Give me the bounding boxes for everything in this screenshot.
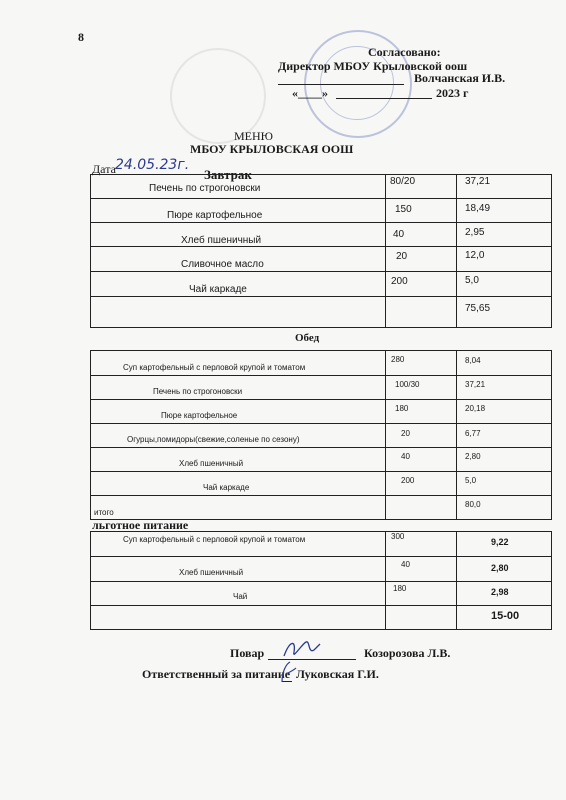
date-value: 24.05.23г. (115, 157, 190, 173)
menu-title: МЕНЮ (234, 129, 273, 143)
dish-price: 2,80 (491, 563, 509, 573)
table-row-total (91, 297, 551, 328)
approval-date-line (336, 98, 432, 99)
dish-weight: 280 (391, 355, 405, 364)
breakfast-total: 75,65 (465, 303, 491, 314)
dish-name: Пюре картофельное (161, 411, 238, 420)
dish-name: Суп картофельный с перловой крупой и томатом (123, 535, 306, 544)
dish-weight: 150 (395, 204, 412, 215)
dish-name: Огурцы,помидоры(свежие,соленые по сезону) (127, 435, 300, 444)
approval-date-day: «____» (292, 86, 328, 100)
breakfast-table (90, 174, 552, 328)
dish-price: 8,04 (465, 356, 481, 365)
dish-price: 37,21 (465, 380, 486, 389)
cook-name: Козорозова Л.В. (364, 646, 451, 660)
table-row (91, 400, 551, 424)
dish-name: Хлеб пшеничный (181, 235, 262, 246)
dish-name: Суп картофельный с перловой крупой и томатом (123, 363, 306, 372)
page-number: 8 (78, 30, 84, 44)
approval-title: Согласовано: (368, 45, 441, 59)
benefit-table (90, 531, 552, 630)
approval-year: 2023 г (436, 86, 469, 100)
dish-price: 2,98 (491, 587, 509, 597)
approval-name: Волчанская И.В. (414, 71, 506, 85)
dish-weight: 300 (391, 532, 405, 541)
dish-price: 5,0 (465, 275, 479, 286)
dish-weight: 200 (401, 476, 415, 485)
table-row (91, 376, 551, 400)
dish-name: Печень по строгоновски (149, 183, 261, 194)
dish-weight: 40 (393, 229, 405, 240)
table-row (91, 175, 551, 199)
dish-name: Сливочное масло (181, 259, 264, 270)
cook-label: Повар (230, 646, 265, 660)
table-row (91, 557, 551, 582)
responsible-label: Ответственный за питание (142, 667, 291, 681)
breakfast-title: Завтрак (204, 167, 252, 182)
lunch-total-label: итого (94, 508, 114, 517)
dish-weight: 20 (396, 251, 408, 262)
dish-price: 12,0 (465, 250, 485, 261)
table-row (91, 582, 551, 606)
dish-weight: 200 (391, 276, 408, 287)
lunch-table (90, 350, 552, 520)
dish-weight: 40 (401, 560, 410, 569)
benefit-total: 15-00 (491, 610, 520, 622)
table-row (91, 223, 551, 247)
dish-price: 6,77 (465, 429, 481, 438)
dish-name: Хлеб пшеничный (179, 568, 244, 577)
table-row-total (91, 496, 551, 520)
dish-name: Чай каркаде (189, 284, 247, 295)
table-row (91, 532, 551, 557)
dish-weight: 20 (401, 429, 410, 438)
dish-price: 2,95 (465, 227, 485, 238)
benefit-title: льготное питание (92, 518, 189, 532)
table-row (91, 424, 551, 448)
table-row (91, 448, 551, 472)
dish-price: 18,49 (465, 203, 491, 214)
table-row (91, 472, 551, 496)
dish-price: 5,0 (465, 476, 477, 485)
table-row (91, 272, 551, 297)
dish-price: 2,80 (465, 452, 481, 461)
table-row (91, 199, 551, 223)
lunch-total: 80,0 (465, 500, 481, 509)
table-row (91, 247, 551, 272)
dish-price: 9,22 (491, 537, 509, 547)
cook-signature (280, 636, 324, 662)
dish-weight: 180 (395, 404, 409, 413)
director-signature-line (278, 84, 404, 85)
approval-director: Директор МБОУ Крыловской оош (278, 59, 468, 73)
responsible-name: Луковская Г.И. (296, 667, 379, 681)
dish-name: Хлеб пшеничный (179, 459, 244, 468)
table-row-total (91, 606, 551, 630)
dish-weight: 100/30 (395, 380, 420, 389)
dish-name: Чай каркаде (203, 483, 250, 492)
date-label: Дата (92, 162, 116, 176)
table-row (91, 351, 551, 376)
dish-name: Чай (233, 592, 248, 601)
dish-weight: 180 (393, 584, 407, 593)
dish-weight: 80/20 (390, 176, 416, 187)
dish-price: 20,18 (465, 404, 486, 413)
dish-price: 37,21 (465, 176, 491, 187)
lunch-title: Обед (295, 332, 320, 344)
dish-weight: 40 (401, 452, 410, 461)
school-name: МБОУ КРЫЛОВСКАЯ ООШ (190, 142, 354, 156)
dish-name: Печень по строгоновски (153, 387, 243, 396)
dish-name: Пюре картофельное (167, 210, 263, 221)
